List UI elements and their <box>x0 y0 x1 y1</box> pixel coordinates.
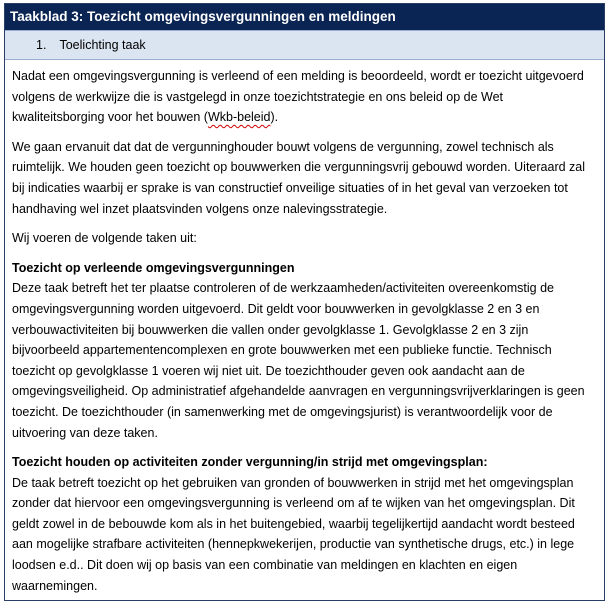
task-block-no-permit <box>12 452 597 596</box>
assumption-paragraph: We gaan ervanuit dat dat de vergunninghouder bouwt volgens de vergunning, zowel technisch als ruimtelijk. We houden geen toezicht op bouwwerken die vergunningsvrij gebouwd worden. Uiteraard zal bij indicaties waarbij er sprake is van constructief onveilige situaties of in het geval van verzoeken tot handhaving wel inzet plaatsvinden volgens onze nalevingsstrategie. <box>12 139 586 216</box>
section-label: Toelichting taak <box>59 38 146 52</box>
task-sheet-table <box>4 3 605 601</box>
task-sheet-title: Taakblad 3: Toezicht omgevingsvergunningen en meldingen <box>5 4 604 30</box>
explanation-body <box>5 60 604 600</box>
spellcheck-marked-word: Wkb-beleid <box>207 110 271 125</box>
tasks-intro-paragraph: Wij voeren de volgende taken uit: <box>12 231 197 246</box>
intro-paragraph <box>12 66 597 128</box>
task-text-permits: Deze taak betreft het ter plaatse controleren of de werkzaamheden/activiteiten overeenkomstig de omgevingsvergunning worden uitgevoerd. Dit geldt voor bouwwerken in gevolgklasse 2 en 3 en verbouwactiviteiten bij bouwwerken die vallen onder gevolgklasse 1. Gevolgklasse 2 en 3 zijn bijvoorbeeld appartementencomplexen en grote bouwwerken met een publieke functie. Technisch toezicht op gevolgklasse 1 voeren wij niet uit. De toezichthouder geven ook aandacht aan de omgevingsveiligheid. Op administratief afgehandelde aanvragen en vergunningsvrijverklaringen is geen toezicht. De toezichthouder (in samenwerking met de omgevingsjurist) is verantwoordelijk voor de uitvoering van deze taken. <box>12 281 585 440</box>
task-heading-permits: Toezicht op verleende omgevingsvergunningen <box>12 260 295 275</box>
intro-text-before: Nadat een omgevingsvergunning is verleend of een melding is beoordeeld, wordt er toezicht uitgevoerd volgens de werkwijze die is vastgelegd in onze toezichtstrategie en ons beleid op de Wet kwaliteitsborging voor het bouwen ( <box>12 69 584 125</box>
intro-text-after: ). <box>270 110 279 125</box>
section-heading-row <box>5 30 604 60</box>
task-heading-no-permit: Toezicht houden op activiteiten zonder vergunning/in strijd met omgevingsplan: <box>12 455 488 470</box>
section-number: 1. <box>36 38 47 52</box>
task-text-no-permit: De taak betreft toezicht op het gebruiken van gronden of bouwwerken in strijd met het omgevingsplan zonder dat hiervoor een omgevingsvergunning is verleend om af te wijken van het omgevingsplan. Dit geldt zowel in de bebouwde kom als in het buitengebied, waarbij tegelijkertijd aandacht wordt besteed aan mogelijke strafbare activiteiten (hennepkwekerijen, productie van synthetische drugs, etc.) in lege loodsen e.d.. Dit doen wij op basis van een combinatie van meldingen en klachten en eigen waarnemingen. <box>12 475 575 593</box>
task-block-permits <box>12 258 597 443</box>
